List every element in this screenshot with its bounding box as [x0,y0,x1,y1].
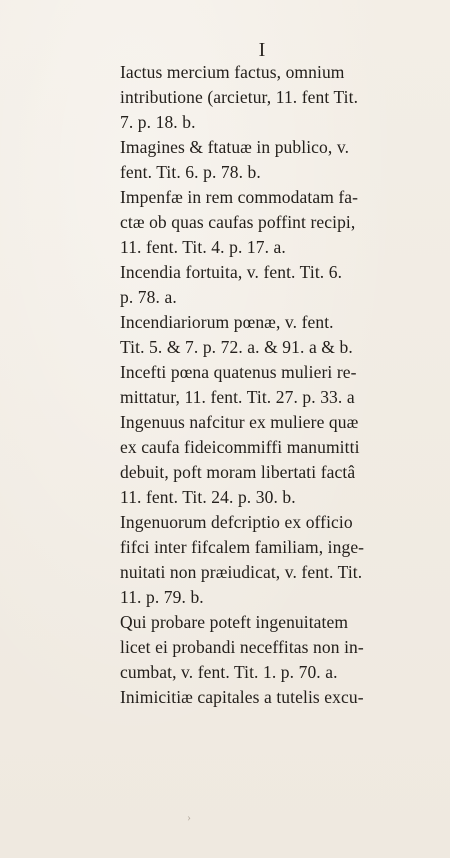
text-line: Ingenuus nafcitur ex muliere quæ [120,412,359,432]
text-line: fifci inter fifcalem familiam, inge- [120,537,365,557]
text-line: Iactus mercium factus, omnium [120,62,345,82]
text-line: licet ei probandi neceffitas non in- [120,637,364,657]
text-line: cumbat, v. fent. Tit. 1. p. 70. a. [120,662,338,682]
text-line: Tit. 5. & 7. p. 72. a. & 91. a & b. [120,337,353,357]
text-line: 11. fent. Tit. 4. p. 17. a. [120,237,286,257]
text-line: Incefti pœna quatenus mulieri re- [120,362,357,382]
text-line: ex caufa fideicommiffi manumitti [120,437,360,457]
text-line: Qui probare poteft ingenuitatem [120,612,349,632]
text-line: Impenfæ in rem commodatam fa- [120,187,359,207]
text-line: Ingenuorum defcriptio ex officio [120,512,353,532]
bleed-through-mark: › [187,810,191,824]
text-line: Incendiariorum pœnæ, v. fent. [120,312,334,332]
text-line: mittatur, 11. fent. Tit. 27. p. 33. a [120,387,355,407]
text-line: 11. fent. Tit. 24. p. 30. b. [120,487,296,507]
text-line: fent. Tit. 6. p. 78. b. [120,162,261,182]
text-line: Imagines & ftatuæ in publico, v. [120,137,350,157]
text-line: Inimicitiæ capitales a tutelis excu- [120,687,364,707]
text-line: 7. p. 18. b. [120,112,196,132]
text-line: intributione (arcietur, 11. fent Tit. [120,87,359,107]
text-line: 11. p. 79. b. [120,587,204,607]
text-line: p. 78. a. [120,287,177,307]
index-text-block [120,60,438,710]
text-line: Incendia fortuita, v. fent. Tit. 6. [120,262,343,282]
text-line: ctæ ob quas caufas poffint recipi, [120,212,356,232]
text-line: nuitati non præiudicat, v. fent. Tit. [120,562,363,582]
text-line: debuit, poft moram libertati factâ [120,462,356,482]
signature-mark: I [258,39,266,61]
